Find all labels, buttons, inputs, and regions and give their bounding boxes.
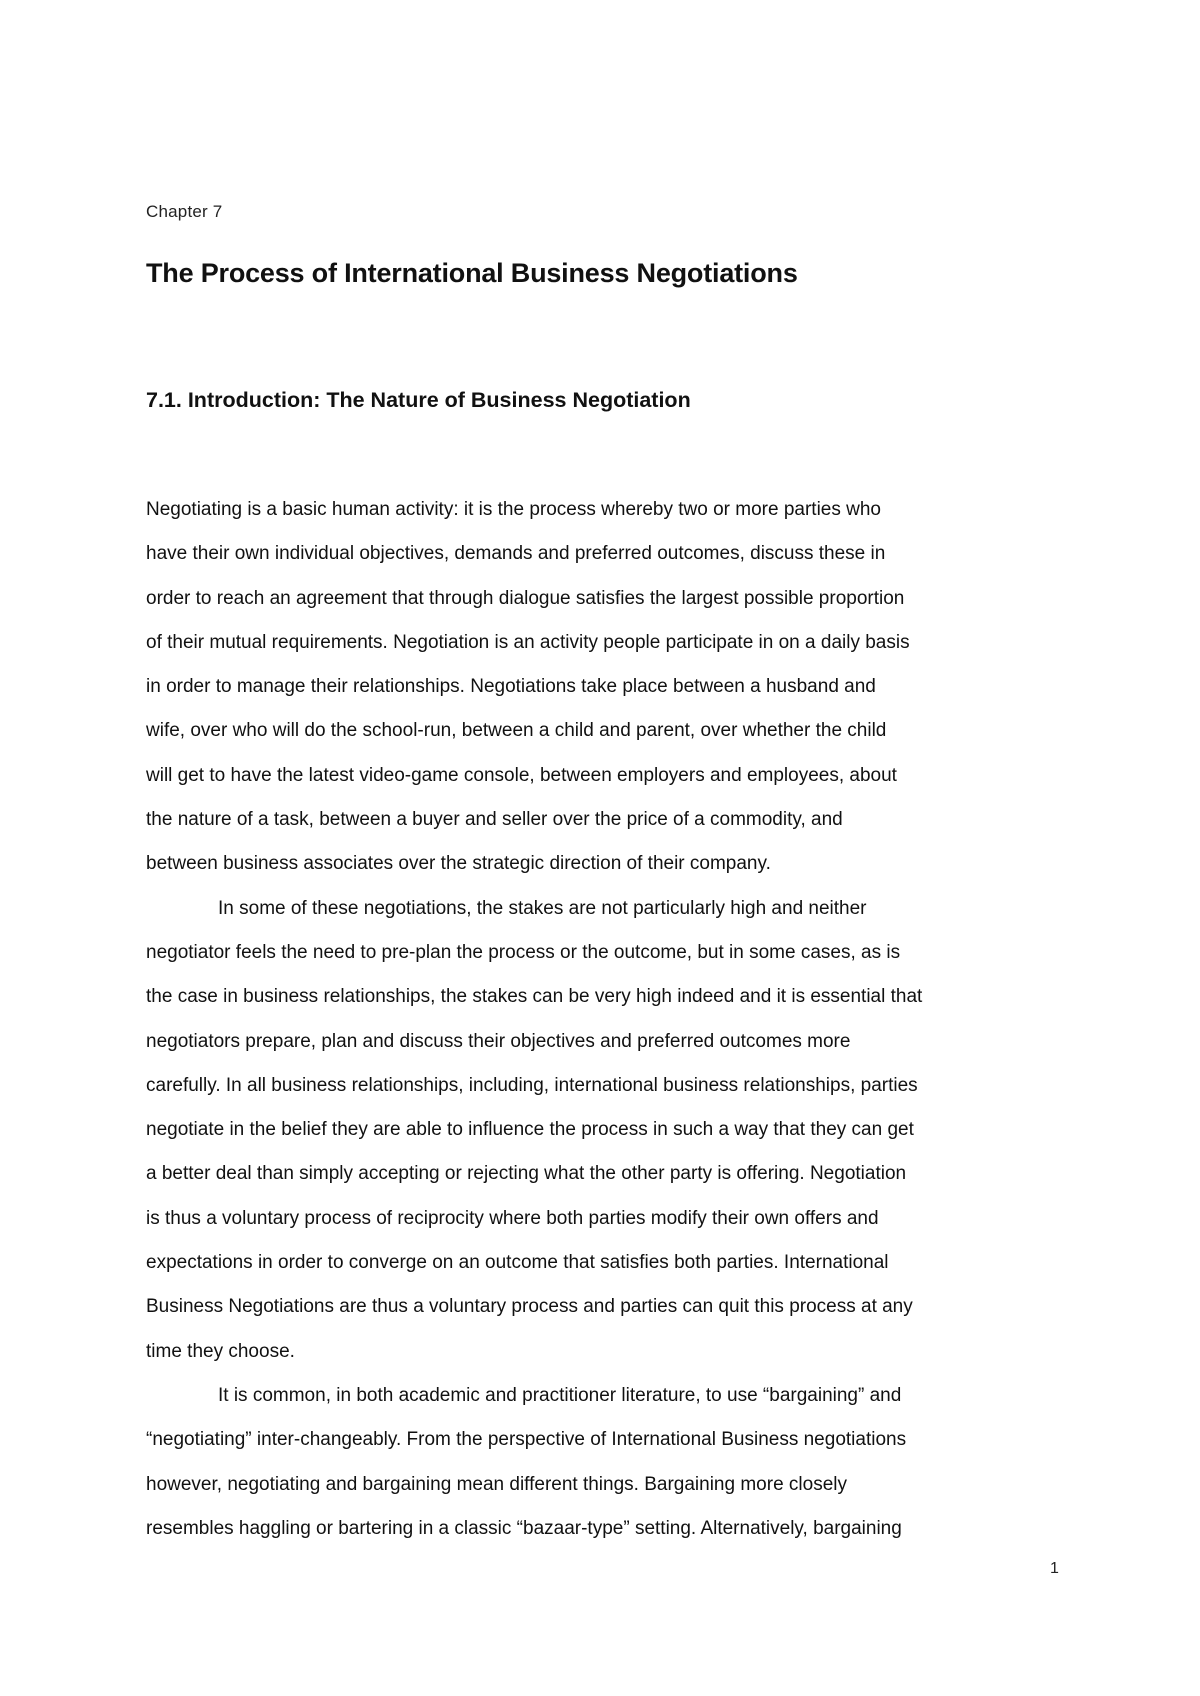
text-line: expectations in order to converge on an outcome that satisfies both parties. International [146,1252,889,1274]
text-line: negotiator feels the need to pre-plan the process or the outcome, but in some cases, as is [146,941,901,963]
text-line: the nature of a task, between a buyer and seller over the price of a commodity, and [146,809,843,831]
text-line: It is common, in both academic and practitioner literature, to use “bargaining” and [218,1384,902,1406]
section-heading: 7.1. Introduction: The Nature of Business Negotiation [146,388,691,412]
text-line: a better deal than simply accepting or rejecting what the other party is offering. Negotiation [146,1163,907,1185]
text-line: “negotiating” inter-changeably. From the perspective of International Business negotiations [146,1429,907,1451]
text-line: order to reach an agreement that through dialogue satisfies the largest possible proportion [146,587,905,609]
paragraph [146,488,1066,887]
text-line: the case in business relationships, the stakes can be very high indeed and it is essential that [146,986,923,1008]
text-line: is thus a voluntary process of reciprocity where both parties modify their own offers and [146,1207,879,1229]
page-number: 1 [1050,1560,1059,1577]
text-line: carefully. In all business relationships, including, international business relationships, parties [146,1074,918,1096]
chapter-label: Chapter 7 [146,202,223,221]
text-line: resembles haggling or bartering in a classic “bazaar-type” setting. Alternatively, bargaining [146,1517,902,1539]
paragraph [146,1374,1066,1551]
text-line: negotiators prepare, plan and discuss their objectives and preferred outcomes more [146,1030,851,1052]
text-line: have their own individual objectives, demands and preferred outcomes, discuss these in [146,543,886,565]
text-line: Negotiating is a basic human activity: it is the process whereby two or more parties who [146,499,881,520]
paragraph [146,887,1066,1374]
text-line: between business associates over the strategic direction of their company. [146,853,771,875]
text-line: wife, over who will do the school-run, between a child and parent, over whether the child [146,720,887,742]
text-line: of their mutual requirements. Negotiation is an activity people participate in on a daily basis [146,631,910,653]
document-title: The Process of International Business Negotiations [146,258,798,288]
text-line: time they choose. [146,1340,295,1362]
text-line: Business Negotiations are thus a voluntary process and parties can quit this process at any [146,1296,913,1318]
text-line: In some of these negotiations, the stakes are not particularly high and neither [218,897,867,919]
text-line: however, negotiating and bargaining mean different things. Bargaining more closely [146,1473,847,1495]
text-line: will get to have the latest video-game console, between employers and employees, about [146,764,897,786]
text-line: in order to manage their relationships. Negotiations take place between a husband and [146,676,876,698]
text-line: negotiate in the belief they are able to influence the process in such a way that they can get [146,1119,914,1141]
body-text [146,488,1066,1551]
